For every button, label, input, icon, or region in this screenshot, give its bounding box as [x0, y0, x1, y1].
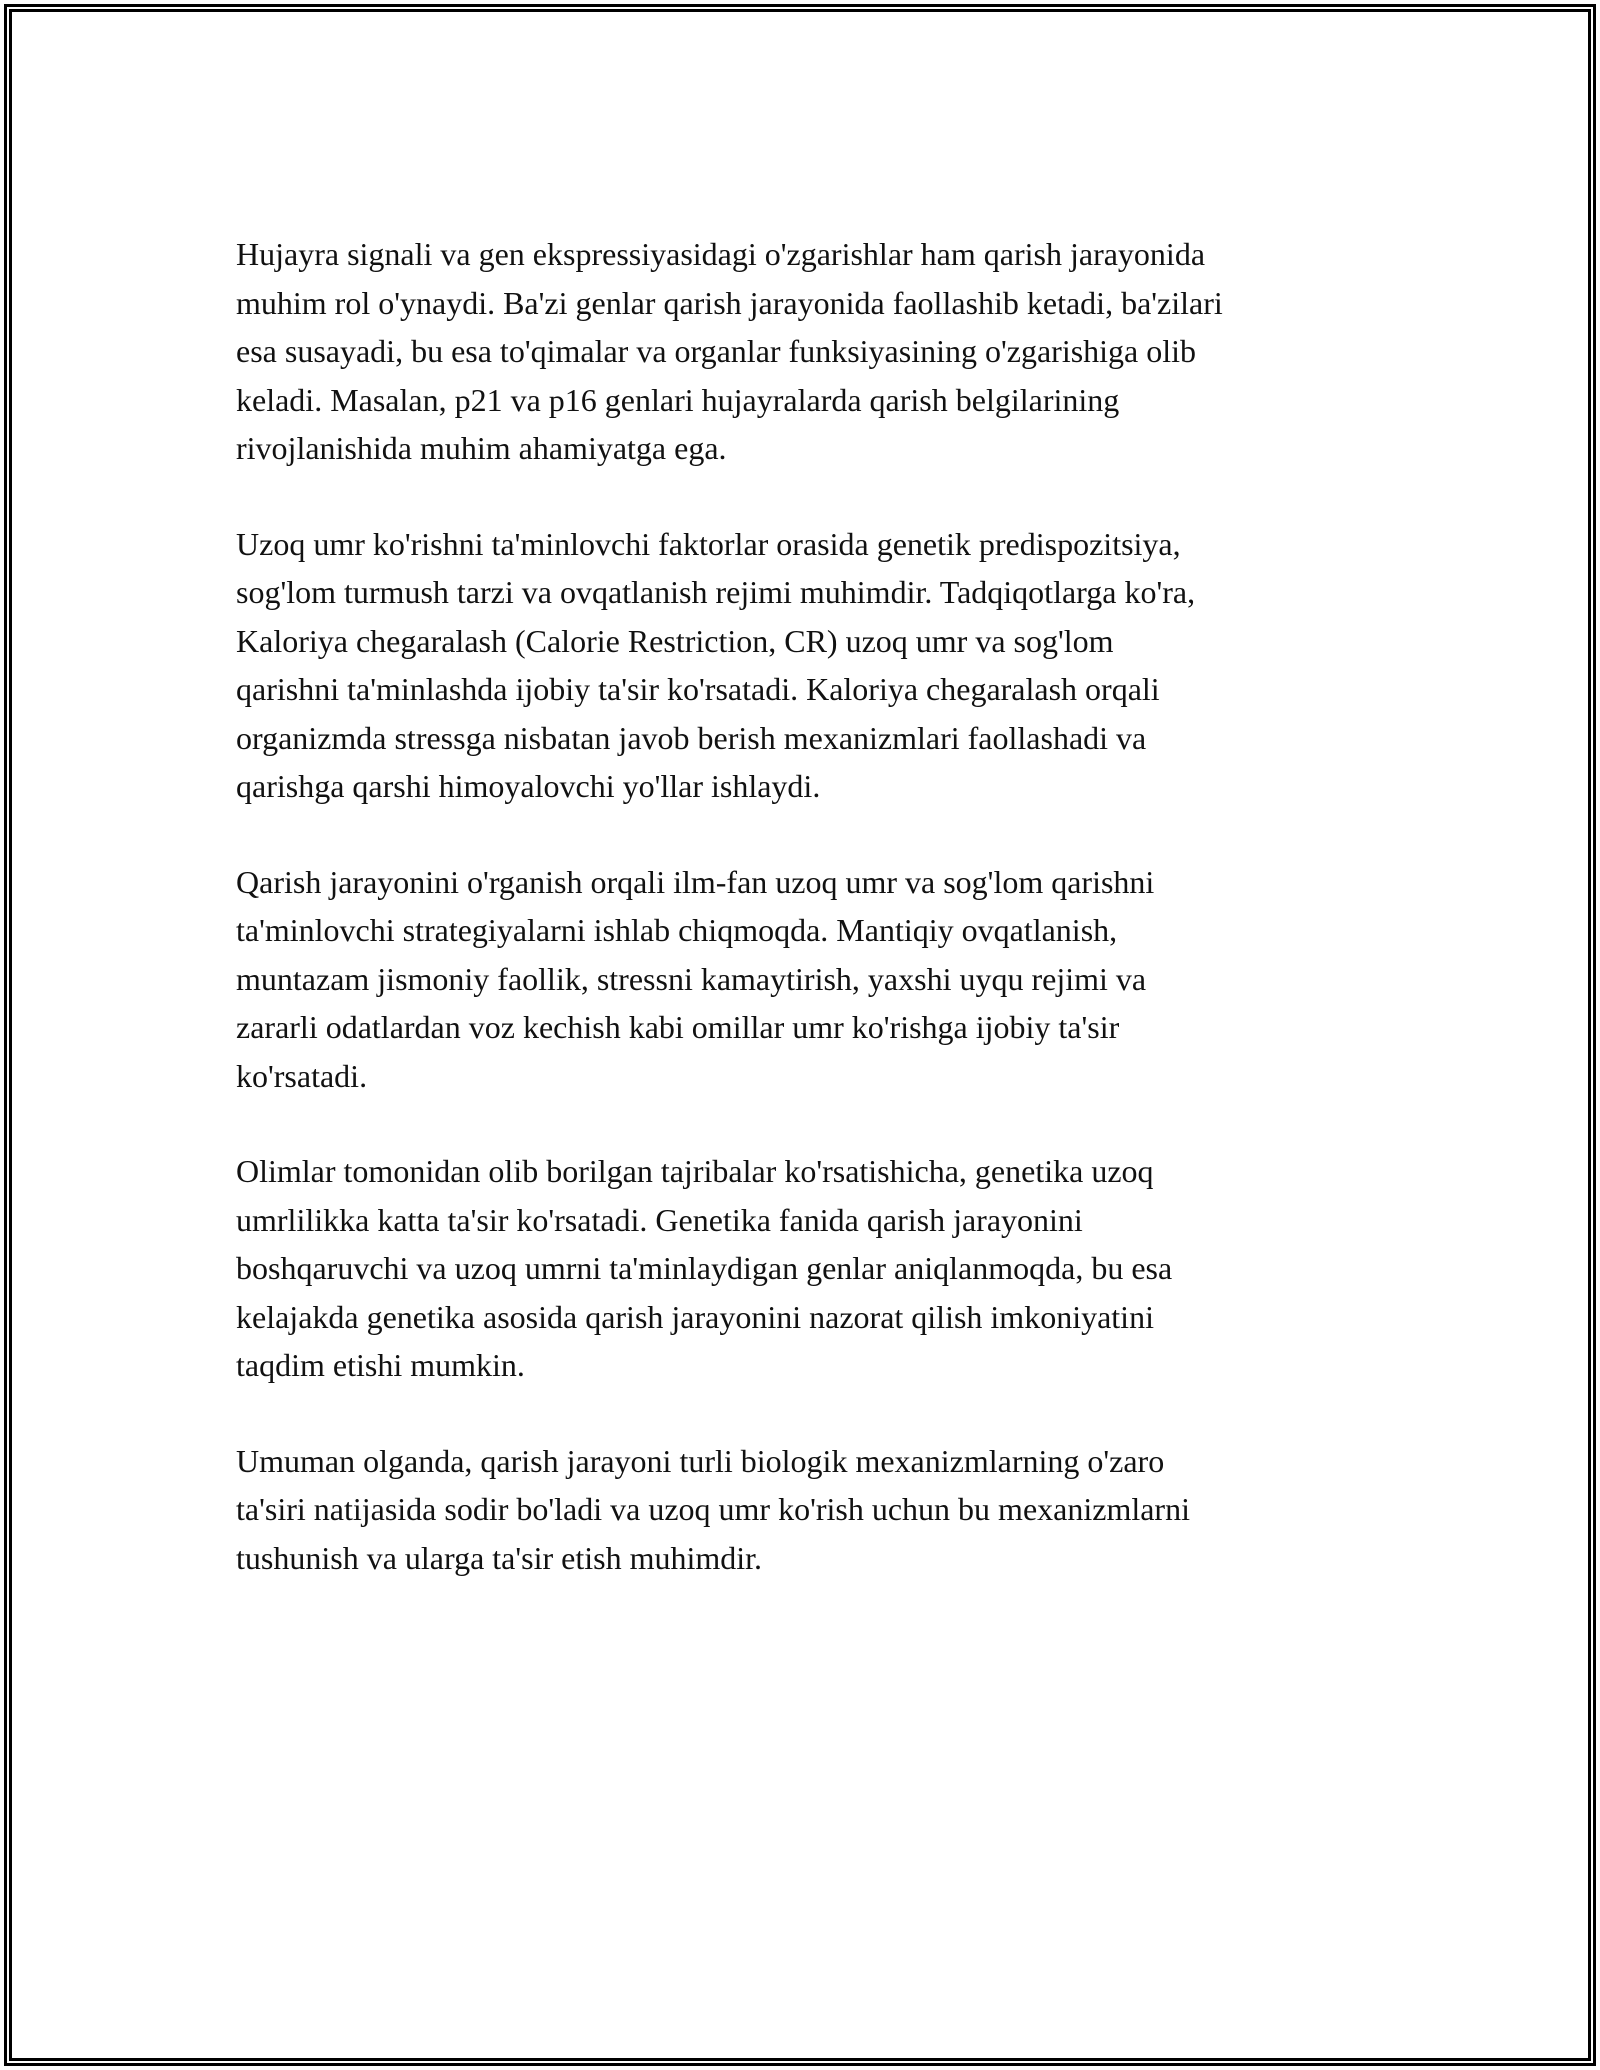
document-body	[236, 230, 1396, 1629]
paragraph-conclusion: Umuman olganda, qarish jarayoni turli biologik mexanizmlarning o'zaro ta'siri natijasida sodir bo'ladi va uzoq umr ko'rish uchun bu mexanizmlarni tushunish va ularga ta'sir etish muhimdir.	[236, 1442, 1190, 1576]
paragraph-genetics-research: Olimlar tomonidan olib borilgan tajribalar ko'rsatishicha, genetika uzoq umrlilikka katta ta'sir ko'rsatadi. Genetika fanida qarish jarayonini boshqaruvchi va uzoq umrni ta'minlaydigan genlar aniqlanmoqda, bu esa kelajakda genetika asosida qarish jarayonini nazorat qilish imkoniyatini taqdim etishi mumkin.	[236, 1153, 1173, 1383]
paragraph-gene-expression: Hujayra signali va gen ekspressiyasidagi o'zgarishlar ham qarish jarayonida muhim rol o'ynaydi. Ba'zi genlar qarish jarayonida faollashib ketadi, ba'zilari esa susayadi, bu esa to'qimalar va organlar funksiyasining o'zgarishiga olib keladi. Masalan, p21 va p16 genlari hujayralarda qarish belgilarining rivojlanishida muhim ahamiyatga ega.	[236, 236, 1223, 466]
paragraph-healthy-aging-strategies: Qarish jarayonini o'rganish orqali ilm-fan uzoq umr va sog'lom qarishni ta'minlovchi strategiyalarni ishlab chiqmoqda. Mantiqiy ovqatlanish, muntazam jismoniy faollik, stressni kamaytirish, yaxshi uyqu rejimi va zararli odatlardan voz kechish kabi omillar umr ko'rishga ijobiy ta'sir ko'rsatadi.	[236, 863, 1155, 1094]
paragraph-longevity-factors: Uzoq umr ko'rishni ta'minlovchi faktorlar orasida genetik predispozitsiya, sog'lom turmush tarzi va ovqatlanish rejimi muhimdir. Tadqiqotlarga ko'ra, Kaloriya chegaralash (Calorie Restriction, CR) uzoq umr va sog'lom qarishni ta'minlashda ijobiy ta'sir ko'rsatadi. Kaloriya chegaralash orqali organizmda stressga nisbatan javob berish mexanizmlari faollashadi va qarishga qarshi himoyalovchi yo'llar ishlaydi.	[236, 525, 1196, 804]
